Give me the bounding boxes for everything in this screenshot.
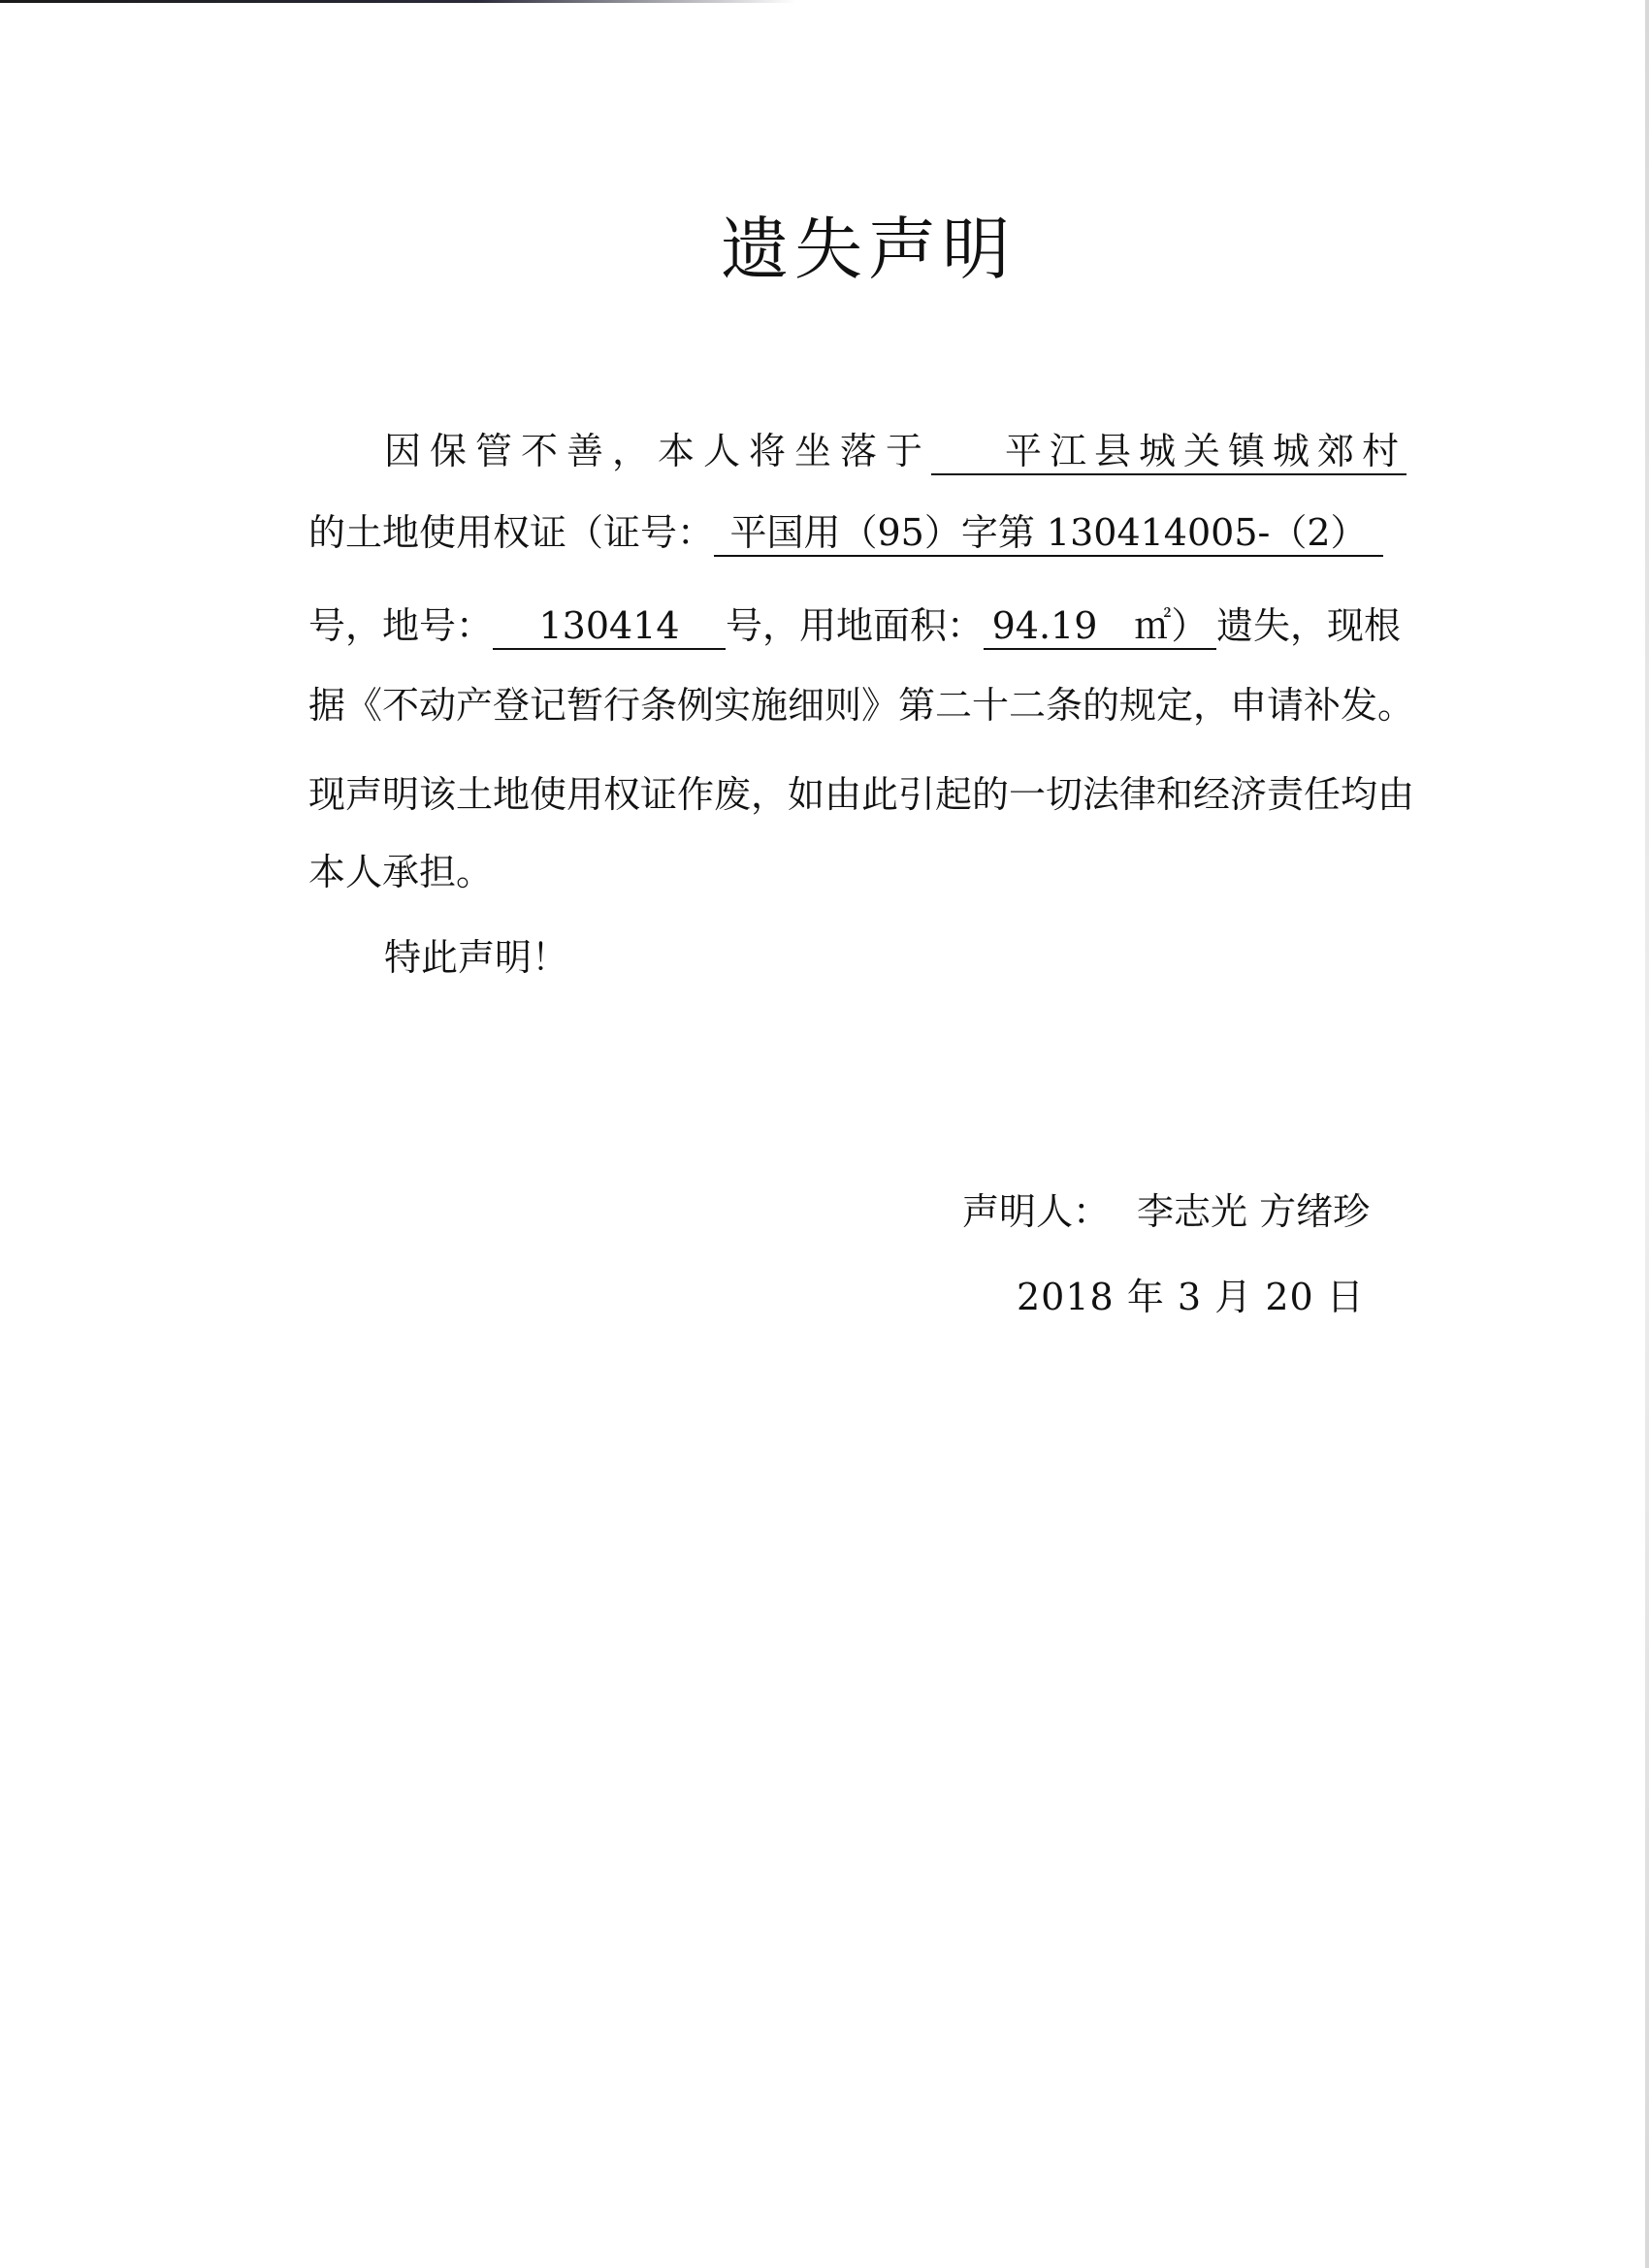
body-line-2	[308, 511, 1424, 557]
line-3-part-b: 号，用地面积：	[726, 604, 985, 647]
date-day-unit: 日	[1326, 1276, 1365, 1318]
body-line-5: 现声明该土地使用权证作废，如由此引起的一切法律和经济责任均由	[308, 773, 1415, 816]
location-field: 平江县城关镇城郊村	[931, 433, 1406, 475]
document-title: 遗失声明	[721, 210, 1016, 289]
scan-edge-top	[0, 0, 795, 3]
date-month: 3	[1177, 1276, 1203, 1318]
line-3-part-c: 遗失，现根	[1216, 604, 1402, 647]
line-1-prefix: 因保管不善，本人将坐落于	[384, 430, 932, 472]
body-line-4: 据《不动产登记暂行条例实施细则》第二十二条的规定，申请补发。	[308, 684, 1415, 727]
line-3-part-a: 号，地号：	[308, 604, 494, 647]
date-day: 20	[1265, 1276, 1314, 1318]
closing-line	[308, 936, 1424, 979]
line-2-prefix: 的土地使用权证（证号：	[308, 511, 715, 554]
lot-number-field: 130414	[493, 607, 726, 650]
date-year-unit: 年	[1126, 1276, 1165, 1318]
date-month-unit: 月	[1214, 1276, 1253, 1318]
scan-edge-right	[1645, 0, 1649, 2268]
declaration-date	[1017, 1276, 1365, 1318]
body-line-6: 本人承担。	[308, 851, 494, 893]
signatory-names: 李志光 方绪珍	[1137, 1190, 1371, 1233]
body-line-3	[308, 604, 1424, 650]
signature-block	[962, 1190, 1371, 1233]
certificate-number-field: 平国用（95）字第 130414005-（2）	[714, 514, 1383, 557]
signature-label: 声明人：	[962, 1190, 1111, 1233]
area-field: 94.19 ㎡）	[984, 607, 1216, 650]
closing-text: 特此声明！	[384, 936, 569, 979]
body-line-1	[308, 430, 1424, 475]
date-year: 2018	[1017, 1276, 1115, 1318]
